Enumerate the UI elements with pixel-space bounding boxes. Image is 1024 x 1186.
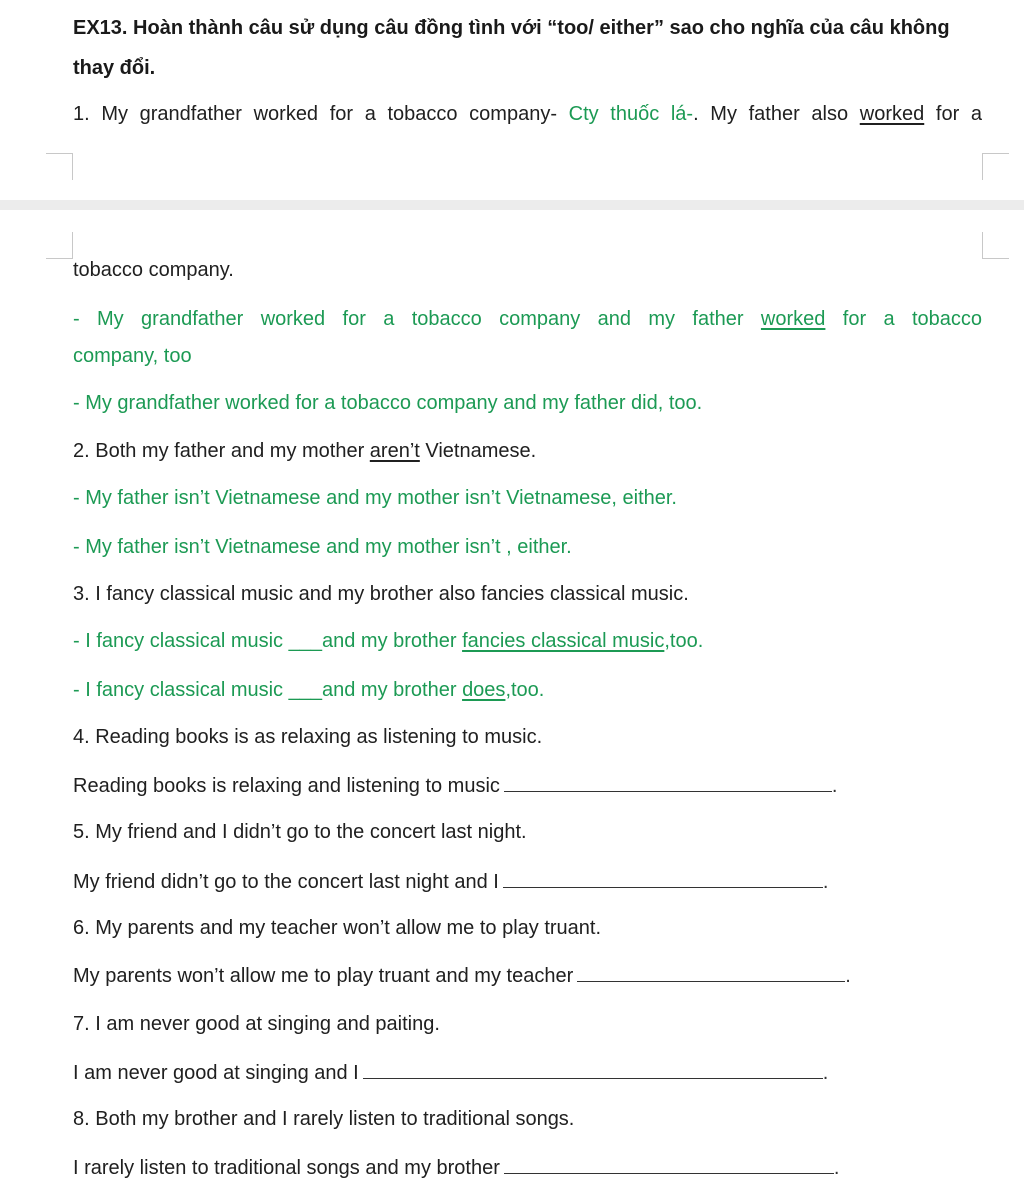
question-6: 6. My parents and my teacher won’t allow me to play truant.: [73, 917, 602, 939]
end-period: .: [845, 965, 851, 987]
answer-blank-line: [504, 773, 832, 792]
question-3: 3. I fancy classical music and my brother also fancies classical music.: [73, 583, 689, 605]
question-2-text-b: Vietnamese.: [419, 440, 537, 462]
question-1-continued: tobacco company.: [73, 259, 234, 281]
question-2-underlined: aren’t: [369, 440, 420, 462]
prompt-text: I rarely listen to traditional songs and my brother: [73, 1157, 500, 1179]
question-5-prompt: [73, 869, 982, 894]
question-1-text-b: . My father also: [693, 103, 860, 125]
answer-text-c: ,too.: [664, 630, 704, 652]
answer-text-a: - I fancy classical music: [73, 630, 289, 652]
question-1-answer-1: [73, 307, 982, 331]
answer-blank-line: [503, 869, 823, 888]
question-2-answer-2: - My father isn’t Vietnamese and my mother isn’t , either.: [73, 536, 572, 558]
answer-text-a: - I fancy classical music: [73, 679, 289, 701]
question-2-text-a: 2. Both my father and my mother: [73, 440, 370, 462]
question-1-answer-1-continued: company, too: [73, 345, 192, 367]
answer-text-c: ,too.: [505, 679, 545, 701]
question-1-answer-2: - My grandfather worked for a tobacco company and my father did, too.: [73, 392, 703, 414]
end-period: .: [833, 1157, 840, 1179]
answer-text-a: - My grandfather worked for a tobacco company and my father: [73, 308, 761, 330]
question-2-answer-1: - My father isn’t Vietnamese and my mother isn’t Vietnamese, either.: [73, 487, 677, 509]
page-corner-mark: [46, 153, 73, 180]
exercise-title-line-2: thay đổi.: [73, 57, 156, 79]
prompt-text: Reading books is relaxing and listening to music: [73, 775, 500, 797]
question-1-underlined: worked: [859, 103, 925, 125]
page-corner-mark: [46, 232, 73, 259]
question-7: 7. I am never good at singing and paiting.: [73, 1013, 440, 1035]
answer-blank-line: [577, 963, 845, 982]
answer-text-b: for a tobacco: [825, 308, 983, 330]
question-1-text-a: 1. My grandfather worked for a tobacco company-: [73, 103, 569, 125]
end-period: .: [822, 871, 829, 893]
answer-underlined: does: [462, 679, 506, 701]
document-page-1: [0, 0, 1024, 200]
answer-text-b: and my brother: [321, 630, 463, 652]
question-8-prompt: [73, 1155, 982, 1180]
question-3-answer-2: [73, 678, 982, 702]
answer-underlined: worked: [760, 308, 826, 330]
end-period: .: [822, 1062, 829, 1084]
prompt-text: My parents won’t allow me to play truant and my teacher: [73, 965, 574, 987]
answer-text-b: and my brother: [321, 679, 463, 701]
question-1-note: Cty thuốc lá-: [568, 103, 694, 125]
answer-blank-line: [504, 1155, 834, 1174]
prompt-text: My friend didn’t go to the concert last night and I: [73, 871, 499, 893]
question-4-prompt: [73, 773, 982, 798]
question-4: 4. Reading books is as relaxing as listening to music.: [73, 726, 543, 748]
question-7-prompt: [73, 1060, 982, 1085]
page-break-gap: [0, 200, 1024, 210]
answer-blank: ___: [288, 630, 322, 652]
exercise-title-line-1: EX13. Hoàn thành câu sử dụng câu đồng tình với “too/ either” sao cho nghĩa của câu không: [73, 17, 950, 39]
question-5: 5. My friend and I didn’t go to the concert last night.: [73, 821, 527, 843]
answer-underlined: fancies classical music: [462, 630, 665, 652]
prompt-text: I am never good at singing and I: [73, 1062, 359, 1084]
question-2: [73, 439, 982, 463]
question-3-answer-1: [73, 629, 982, 653]
end-period: .: [831, 775, 838, 797]
question-1: [73, 102, 982, 126]
answer-blank-line: [363, 1060, 823, 1079]
question-6-prompt: [73, 963, 982, 988]
question-8: 8. Both my brother and I rarely listen to traditional songs.: [73, 1108, 575, 1130]
answer-blank: ___: [288, 679, 322, 701]
page-corner-mark: [982, 153, 1009, 180]
page-corner-mark: [982, 232, 1009, 259]
question-1-text-c: for a: [924, 103, 982, 125]
